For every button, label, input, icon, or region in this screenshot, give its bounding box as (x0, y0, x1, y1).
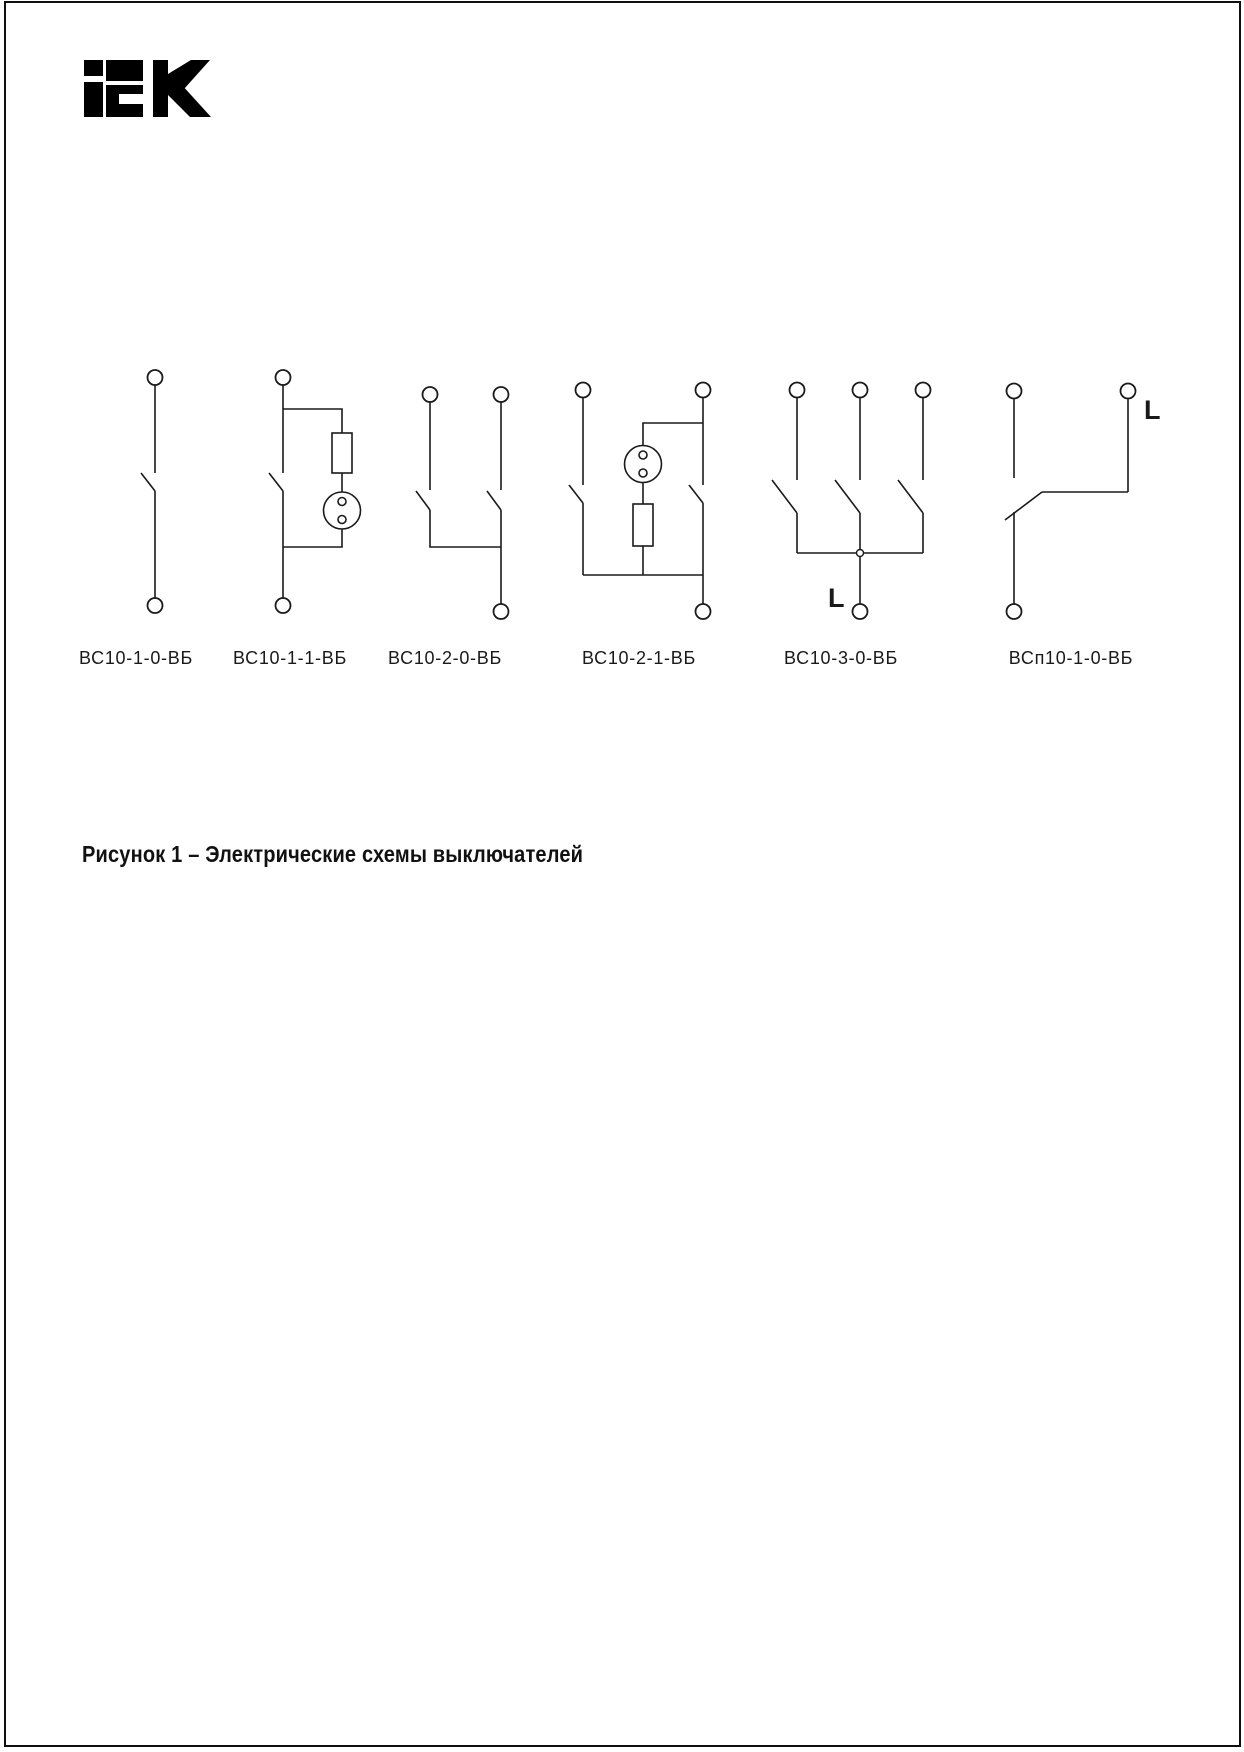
terminal-circle (853, 604, 868, 619)
branch-wire (283, 529, 342, 547)
branch-wire (643, 423, 703, 446)
switch-blade (487, 491, 501, 510)
schematic-vs10-2-1 (569, 383, 711, 620)
junction-node (857, 550, 864, 557)
lamp-electrode (639, 469, 647, 477)
terminal-circle (853, 383, 868, 398)
diagram-label-vs10-2-1: ВС10-2-1-ВБ (582, 648, 696, 668)
diagram-label-vs10-1-1: ВС10-1-1-ВБ (233, 648, 347, 668)
lamp-electrode (639, 451, 647, 459)
schematic-vs10-1-0 (141, 370, 163, 613)
diagram-label-vsp10-1-0: ВСп10-1-0-ВБ (1008, 648, 1134, 668)
figure-caption: Рисунок 1 – Электрические схемы выключателей (82, 841, 584, 867)
lamp-electrode (338, 516, 346, 524)
switch-blade (772, 480, 797, 513)
terminal-circle (494, 604, 509, 619)
diagram-label-vs10-2-0: ВС10-2-0-ВБ (388, 648, 502, 668)
diagram-label-vs10-3-0: ВС10-3-0-ВБ (784, 648, 898, 668)
terminal-circle (916, 383, 931, 398)
lamp-electrode (338, 498, 346, 506)
terminal-circle (696, 604, 711, 619)
terminal-circle (276, 598, 291, 613)
switch-blade (141, 473, 155, 491)
branch-wire (283, 409, 342, 433)
terminal-circle (1007, 604, 1022, 619)
terminal-circle (148, 370, 163, 385)
terminal-circle (276, 370, 291, 385)
line-label-L: L (828, 583, 845, 613)
wire (430, 510, 501, 547)
terminal-circle (1121, 384, 1136, 399)
switch-blade (835, 480, 860, 513)
switch-blade (416, 491, 430, 510)
terminal-circle (423, 387, 438, 402)
circuit-diagrams (0, 0, 1244, 700)
schematic-vs10-2-0 (416, 387, 509, 619)
schematic-vs10-1-1 (269, 370, 361, 613)
resistor-symbol (332, 433, 352, 473)
resistor-symbol (633, 504, 653, 546)
switch-blade (1005, 492, 1042, 520)
switch-blade (898, 480, 923, 513)
switch-blade (269, 473, 283, 491)
diagram-label-vs10-1-0: ВС10-1-0-ВБ (79, 648, 193, 668)
terminal-circle (576, 383, 591, 398)
terminal-circle (790, 383, 805, 398)
terminal-circle (1007, 384, 1022, 399)
terminal-circle (696, 383, 711, 398)
line-label-L: L (1144, 395, 1161, 425)
switch-blade (569, 485, 583, 503)
switch-blade (689, 485, 703, 503)
schematic-vsp10-1-0 (1005, 384, 1136, 620)
terminal-circle (148, 598, 163, 613)
schematic-vs10-3-0 (772, 383, 931, 620)
terminal-circle (494, 387, 509, 402)
